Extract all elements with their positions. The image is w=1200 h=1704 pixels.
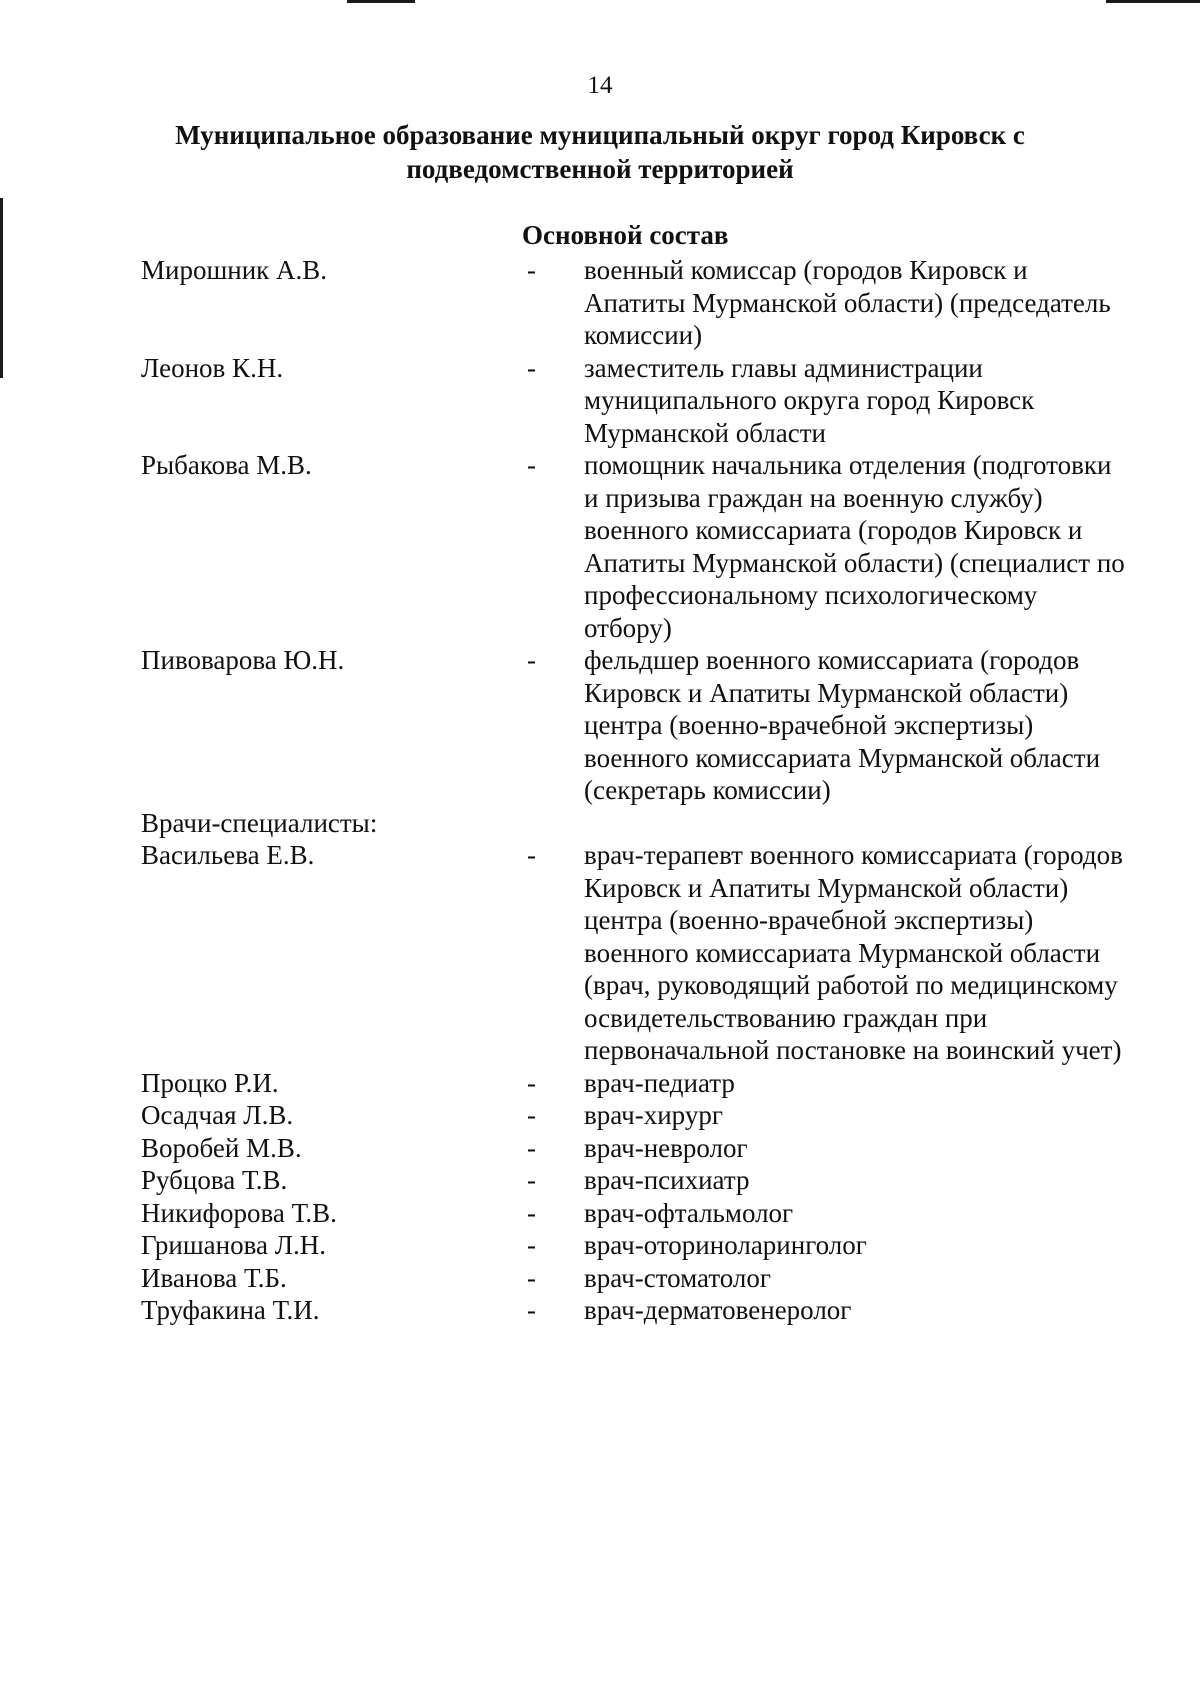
specialist-row bbox=[141, 1132, 1131, 1165]
scan-mark-top-left bbox=[347, 0, 415, 3]
dash-separator: - bbox=[527, 840, 536, 870]
specialist-name: Васильева Е.В. bbox=[141, 840, 315, 870]
member-role: заместитель главы администрации муниципального округа город Кировск Мурманской области bbox=[584, 352, 1035, 448]
specialist-name: Никифорова Т.В. bbox=[141, 1197, 337, 1228]
member-role: помощник начальника отделения (подготовки и призыва граждан на военную службу) военного комиссариата (городов Кировск и Апатиты Мурманской области) (специалист по профессиональному психологическому отбору) bbox=[584, 450, 1125, 643]
dash-separator: - bbox=[527, 352, 536, 383]
document-heading bbox=[150, 118, 1050, 186]
specialist-name: Гришанова Л.Н. bbox=[141, 1230, 327, 1260]
dash-separator: - bbox=[527, 1165, 536, 1195]
specialist-name: Рубцова Т.В. bbox=[141, 1165, 288, 1195]
specialist-name: Труфакина Т.И. bbox=[141, 1295, 320, 1325]
heading-line-1: Муниципальное образование муниципальный округ город Кировск с bbox=[175, 120, 1025, 150]
member-name: Пивоварова Ю.Н. bbox=[141, 645, 345, 675]
dash-separator: - bbox=[527, 1100, 536, 1130]
specialist-row bbox=[141, 1099, 1131, 1132]
specialist-role: врач-педиатр bbox=[584, 1067, 735, 1098]
heading-line-2: подведомственной территорией bbox=[406, 154, 794, 184]
specialist-role: врач-дерматовенеролог bbox=[584, 1295, 852, 1325]
specialist-role: врач-невролог bbox=[584, 1132, 748, 1163]
scan-mark-left-edge bbox=[0, 198, 3, 378]
specialist-role: врач-оториноларинголог bbox=[584, 1230, 867, 1260]
specialist-row bbox=[141, 839, 1131, 1067]
dash-separator: - bbox=[527, 1295, 536, 1325]
member-row bbox=[141, 449, 1131, 644]
specialist-row bbox=[141, 1262, 1131, 1295]
specialist-row bbox=[141, 1164, 1131, 1197]
specialist-row bbox=[141, 1197, 1131, 1230]
member-name: Мирошник А.В. bbox=[141, 255, 328, 285]
member-role: фельдшер военного комиссариата (городов Кировск и Апатиты Мурманской области) центра (военно-врачебной экспертизы) военного комиссариата Мурманской области (секретарь комиссии) bbox=[584, 645, 1101, 805]
member-role: военный комиссар (городов Кировск и Апатиты Мурманской области) (председатель комиссии) bbox=[584, 255, 1111, 350]
member-name: Леонов К.Н. bbox=[141, 352, 284, 383]
dash-separator: - bbox=[527, 1262, 536, 1293]
specialist-role: врач-терапевт военного комиссариата (городов Кировск и Апатиты Мурманской области) центра (военно-врачебной экспертизы) военного комиссариата Мурманской области (врач, руководящий работой по медицинскому освидетельствованию граждан при первоначальной постановке на воинский учет) bbox=[584, 840, 1123, 1065]
specialist-row bbox=[141, 1067, 1131, 1100]
member-name: Рыбакова М.В. bbox=[141, 450, 312, 480]
member-row bbox=[141, 644, 1131, 807]
specialist-name: Процко Р.И. bbox=[141, 1067, 279, 1098]
scan-mark-top-right bbox=[1106, 0, 1200, 3]
dash-separator: - bbox=[527, 255, 536, 285]
dash-separator: - bbox=[527, 450, 536, 480]
dash-separator: - bbox=[527, 1197, 536, 1228]
specialist-name: Воробей М.В. bbox=[141, 1132, 302, 1163]
specialist-role: врач-офтальмолог bbox=[584, 1197, 794, 1228]
member-row bbox=[141, 352, 1131, 450]
specialist-role: врач-психиатр bbox=[584, 1165, 750, 1195]
specialist-row bbox=[141, 1229, 1131, 1262]
specialists-label: Врачи-специалисты: bbox=[141, 807, 378, 838]
dash-separator: - bbox=[527, 1132, 536, 1163]
specialist-row bbox=[141, 1294, 1131, 1327]
specialist-role: врач-стоматолог bbox=[584, 1262, 771, 1293]
member-row bbox=[141, 254, 1131, 352]
commission-roster bbox=[141, 254, 1131, 1327]
dash-separator: - bbox=[527, 1230, 536, 1260]
dash-separator: - bbox=[527, 1067, 536, 1098]
specialist-role: врач-хирург bbox=[584, 1100, 723, 1130]
section-title: Основной состав bbox=[522, 220, 729, 250]
specialist-name: Осадчая Л.В. bbox=[141, 1100, 294, 1130]
specialist-name: Иванова Т.Б. bbox=[141, 1262, 287, 1293]
dash-separator: - bbox=[527, 645, 536, 675]
page-number: 14 bbox=[587, 72, 613, 99]
